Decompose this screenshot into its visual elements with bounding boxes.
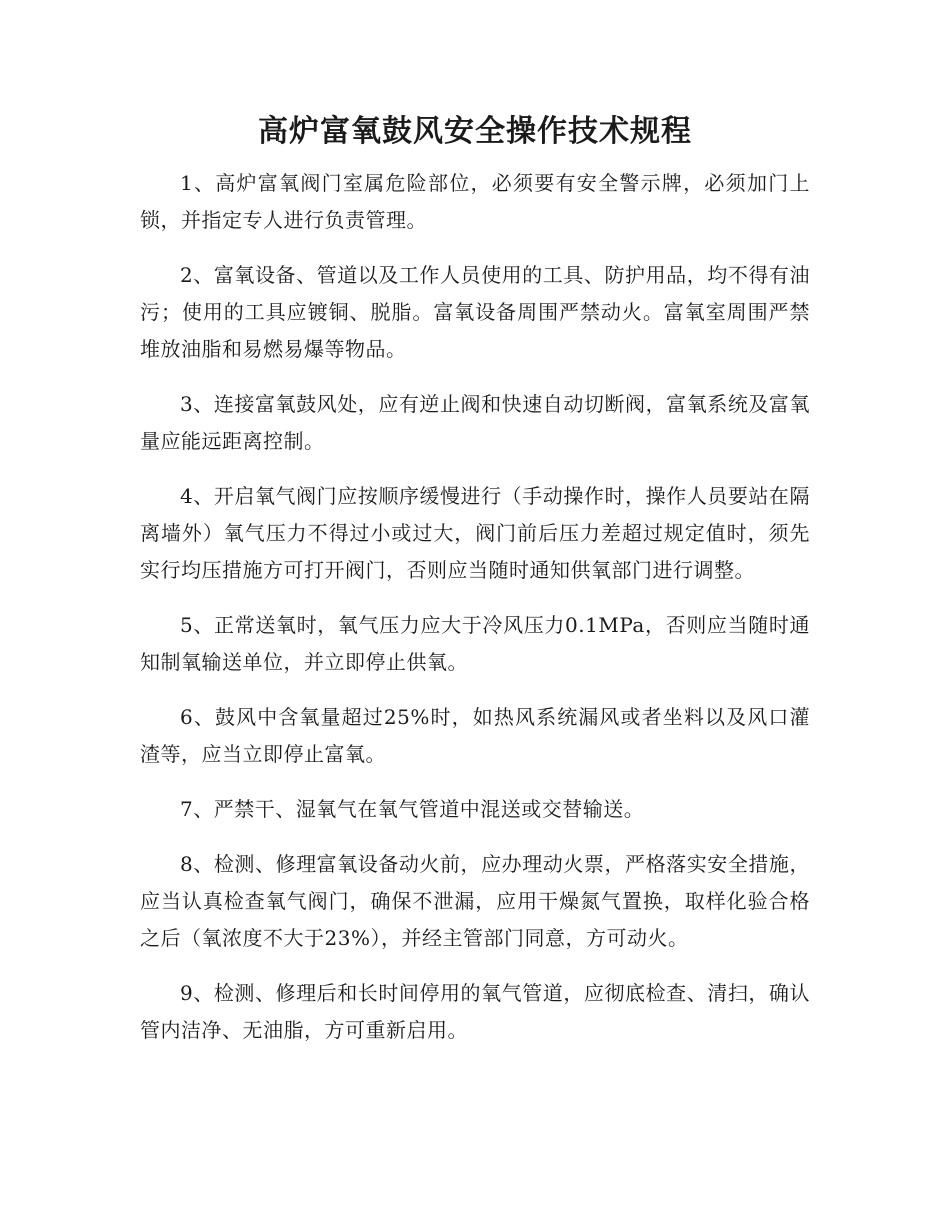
paragraph-4: 4、开启氧气阀门应按顺序缓慢进行（手动操作时，操作人员要站在隔离墙外）氧气压力不得过小或过大，阀门前后压力差超过规定值时，须先实行均压措施方可打开阀门，否则应当随时通知供氧部门进行调整。 bbox=[140, 484, 810, 582]
paragraph-1: 1、高炉富氧阀门室属危险部位，必须要有安全警示牌，必须加门上锁，并指定专人进行负责管理。 bbox=[140, 171, 810, 232]
paragraph-8: 8、检测、修理富氧设备动火前，应办理动火票，严格落实安全措施，应当认真检查氧气阀门，确保不泄漏，应用干燥氮气置换，取样化验合格之后（氧浓度不大于23%），并经主管部门同意，方可动火。 bbox=[140, 852, 810, 950]
paragraph-5: 5、正常送氧时，氧气压力应大于冷风压力0.1MPa，否则应当随时通知制氧输送单位，并立即停止供氧。 bbox=[140, 613, 810, 674]
paragraph-7: 7、严禁干、湿氧气在氧气管道中混送或交替输送。 bbox=[180, 797, 645, 821]
paragraph-3: 3、连接富氧鼓风处，应有逆止阀和快速自动切断阀，富氧系统及富氧量应能远距离控制。 bbox=[140, 392, 810, 453]
paragraph-2: 2、富氧设备、管道以及工作人员使用的工具、防护用品，均不得有油污；使用的工具应镀铜、脱脂。富氧设备周围严禁动火。富氧室周围严禁堆放油脂和易燃易爆等物品。 bbox=[140, 263, 810, 361]
document-body bbox=[140, 165, 810, 1067]
paragraph-6: 6、鼓风中含氧量超过25%时，如热风系统漏风或者坐料以及风口灌渣等，应当立即停止富氧。 bbox=[140, 705, 810, 766]
paragraph-9: 9、检测、修理后和长时间停用的氧气管道，应彻底检查、清扫，确认管内洁净、无油脂，方可重新启用。 bbox=[140, 981, 810, 1042]
document-title: 高炉富氧鼓风安全操作技术规程 bbox=[258, 114, 692, 149]
